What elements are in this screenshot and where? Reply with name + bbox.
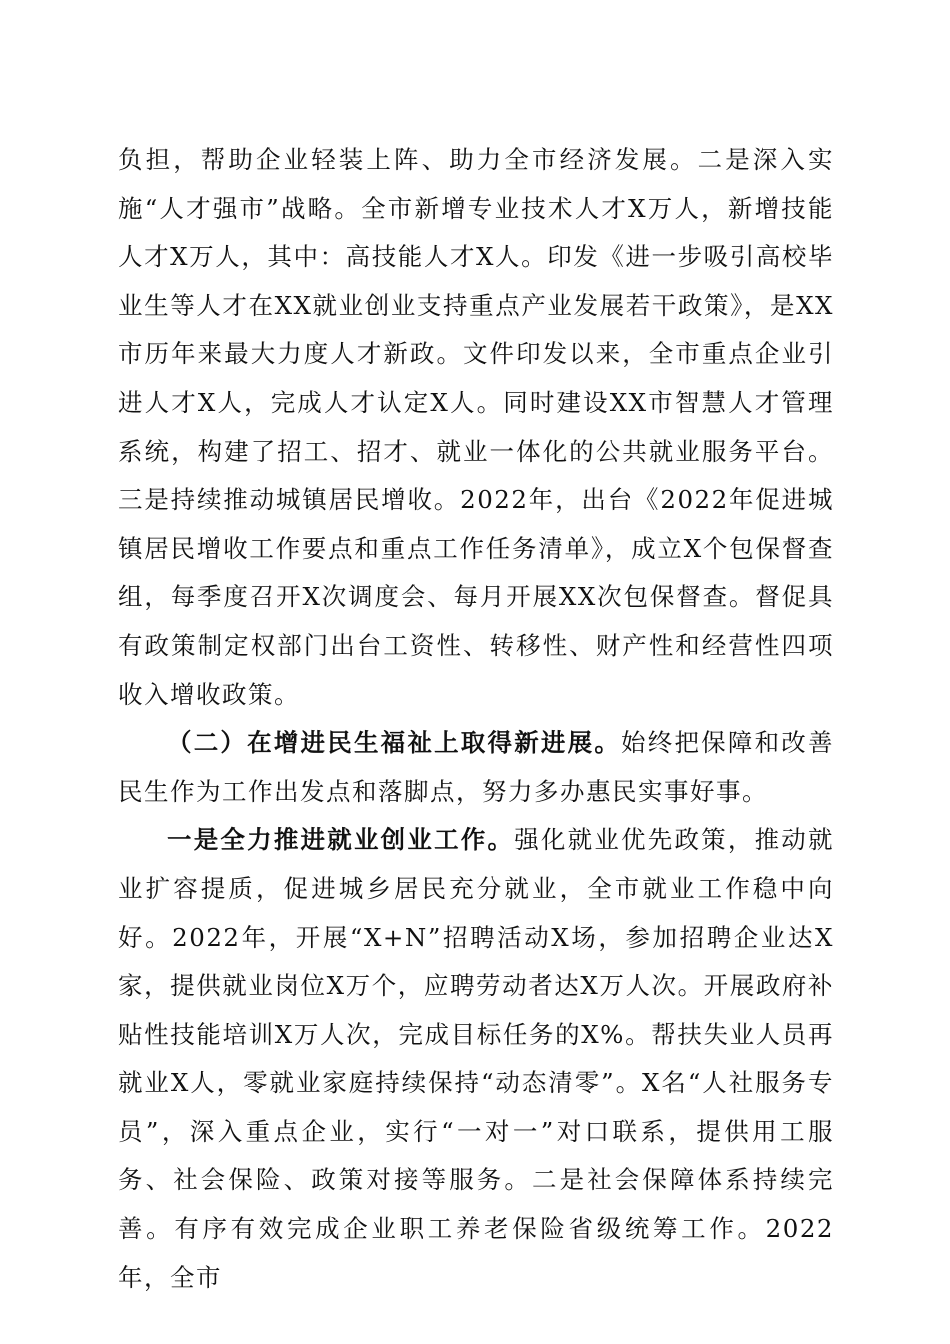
paragraph-employment-text: 强化就业优先政策，推动就业扩容提质，促进城乡居民充分就业，全市就业工作稳中向好。2022年，开展“X+N”招聘活动X场，参加招聘企业达X家，提供就业岗位X万个，应聘劳动者达X万人次。开展政府补贴性技能培训X万人次，完成目标任务的X%。帮扶失业人员再就业X人，零就业家庭持续保持“动态清零”。X名“人社服务专员”，深入重点企业，实行“一对一”对口联系，提供用工服务、社会保险、政策对接等服务。二是社会保障体系持续完善。有序有效完成企业职工养老保险省级统筹工作。2022年，全市 [118,825,835,1292]
subheading-employment: 一是全力推进就业创业工作。 [167,825,515,855]
section-heading-livelihood: （二）在增进民生福祉上取得新进展。 [167,728,622,758]
document-body [118,136,834,1302]
paragraph-talent-and-income: 负担，帮助企业轻装上阵、助力全市经济发展。二是深入实施“人才强市”战略。全市新增专业技术人才X万人，新增技能人才X万人，其中：高技能人才X人。印发《进一步吸引高校毕业生等人才在XX就业创业支持重点产业发展若干政策》，是XX市历年来最大力度人才新政。文件印发以来，全市重点企业引进人才X人，完成人才认定X人。同时建设XX市智慧人才管理系统，构建了招工、招才、就业一体化的公共就业服务平台。三是持续推动城镇居民增收。2022年，出台《2022年促进城镇居民增收工作要点和重点工作任务清单》，成立X个包保督查组，每季度召开X次调度会、每月开展XX次包保督查。督促具有政策制定权部门出台工资性、转移性、财产性和经营性四项收入增收政策。 [118,145,834,709]
paragraph-employment [118,816,834,1302]
paragraph-livelihood [118,719,834,816]
paragraph-livelihood-text: 始终把保障和改善民生作为工作出发点和落脚点，努力多办惠民实事好事。 [118,728,835,806]
